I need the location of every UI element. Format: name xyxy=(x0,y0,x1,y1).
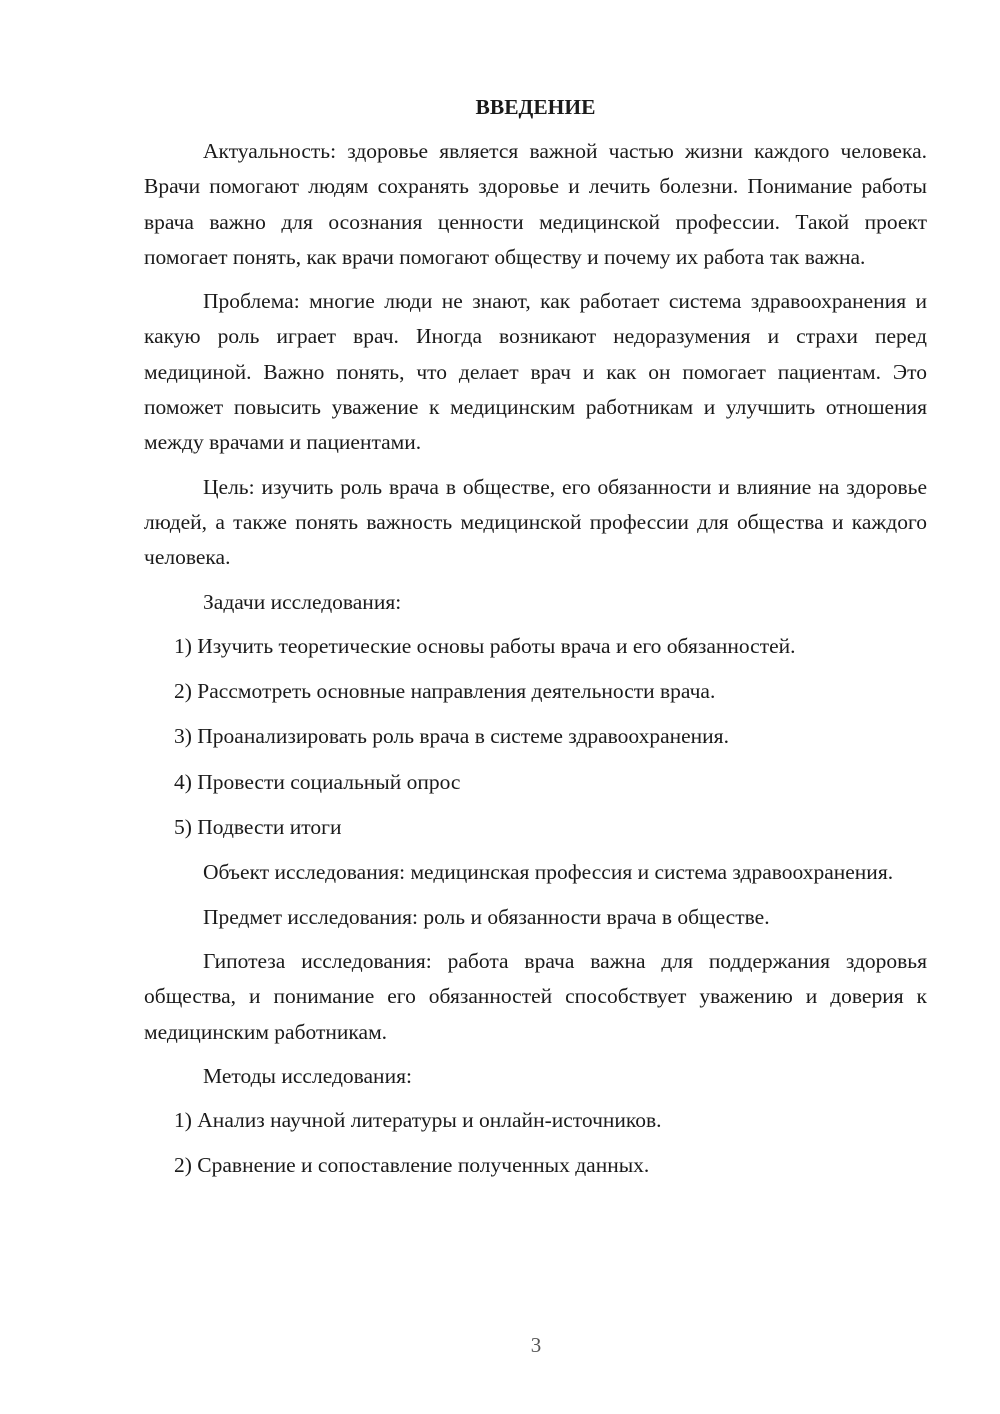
list-item: 3) Проанализировать роль врача в системе здравоохранения. xyxy=(174,724,729,749)
list-item: 4) Провести социальный опрос xyxy=(174,769,461,794)
relevance-paragraph: Актуальность: здоровье является важной частью жизни каждого человека. Врачи помогают людям сохранять здоровье и лечить болезни. Понимание работы врача важно для осознания ценности медицинской профессии. Такой проект помогает понять, как врачи помогают обществу и почему их работа так важна. xyxy=(144,139,927,269)
goal-paragraph: Цель: изучить роль врача в обществе, его обязанности и влияние на здоровье людей, а также понять важность медицинской профессии для общества и каждого человека. xyxy=(144,474,927,570)
list-item: 2) Сравнение и сопоставление полученных данных. xyxy=(174,1153,650,1178)
section-title: ВВЕДЕНИЕ xyxy=(475,95,596,119)
list-item: 1) Изучить теоретические основы работы врача и его обязанностей. xyxy=(174,633,796,658)
object-paragraph: Объект исследования: медицинская профессия и система здравоохранения. xyxy=(203,860,894,885)
tasks-label: Задачи исследования: xyxy=(203,589,402,614)
tasks-list xyxy=(144,629,927,845)
methods-label: Методы исследования: xyxy=(203,1063,412,1088)
document-page xyxy=(144,92,927,1194)
page-number: 3 xyxy=(530,1333,542,1357)
list-item: 2) Рассмотреть основные направления деятельности врача. xyxy=(174,679,716,704)
list-item: 1) Анализ научной литературы и онлайн-источников. xyxy=(174,1108,662,1133)
methods-list xyxy=(144,1103,927,1184)
subject-paragraph: Предмет исследования: роль и обязанности врача в обществе. xyxy=(203,904,770,929)
hypothesis-paragraph: Гипотеза исследования: работа врача важна для поддержания здоровья общества, и понимание его обязанностей способствует уважению и доверия к медицинским работникам. xyxy=(144,948,927,1044)
list-item: 5) Подвести итоги xyxy=(174,815,342,840)
problem-paragraph: Проблема: многие люди не знают, как работает система здравоохранения и какую роль играет врач. Иногда возникают недоразумения и страхи перед медициной. Важно понять, что делает врач и как он помогает пациентам. Это поможет повысить уважение к медицинским работникам и улучшить отношения между врачами и пациентами. xyxy=(144,289,927,455)
